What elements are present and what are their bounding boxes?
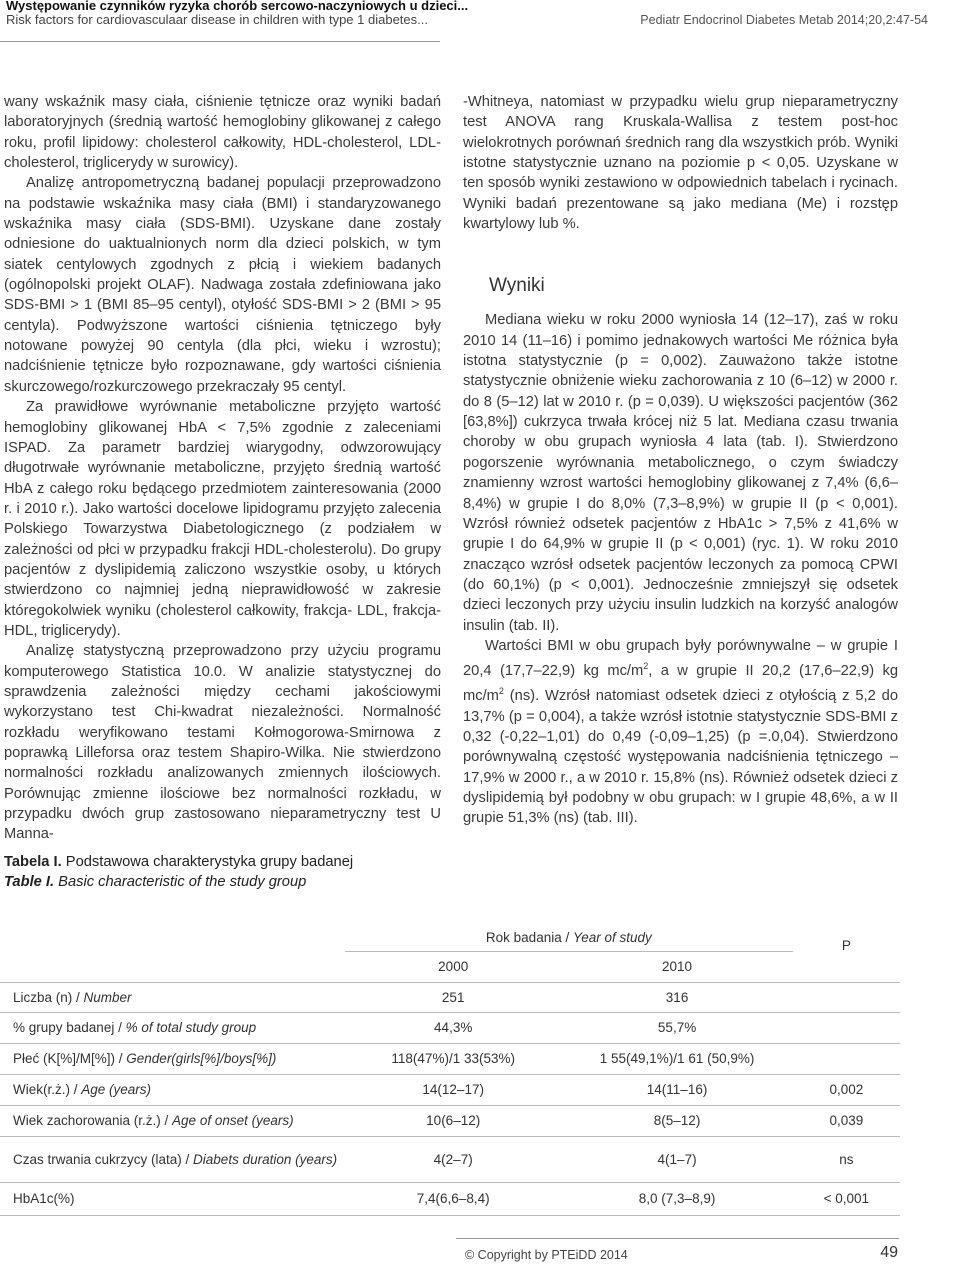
cell-p: < 0,001	[793, 1182, 900, 1215]
cell-2000: 7,4(6,6–8,4)	[345, 1182, 561, 1215]
table-row	[0, 1105, 900, 1136]
page-number: 49	[880, 1244, 898, 1261]
running-head-title: Występowanie czynników ryzyka chorób sercowo-naczyniowych u dzieci...	[6, 0, 469, 13]
col-header-2000: 2000	[345, 951, 561, 982]
copyright: © Copyright by PTEiDD 2014	[465, 1248, 628, 1262]
row-label: HbA1c(%)	[0, 1182, 345, 1215]
caption-label: Tabela I.	[4, 854, 62, 870]
caption-pl	[4, 852, 353, 872]
row-label: Wiek zachorowania (r.ż.) / Age of onset (years)	[0, 1105, 345, 1136]
cell-2010: 316	[561, 982, 792, 1012]
cell-2010: 1 55(49,1%)/1 61 (50,9%)	[561, 1043, 792, 1074]
table-row	[0, 982, 900, 1012]
cell-p: ns	[793, 1136, 900, 1182]
cell-2010: 8,0 (7,3–8,9)	[561, 1182, 792, 1215]
left-column	[4, 92, 441, 845]
paragraph: Za prawidłowe wyrównanie metaboliczne przyjęto wartość hemoglobiny glikowanej HbA < 7,5% zgodnie z zaleceniami ISPAD. Za parametr bardziej wiarygodny, odwzorowujący długotrwałe wyrównanie metaboliczne, przyjęto średnią wartość HbA z całego roku będącego przedmiotem zainteresowania (2000 r. i 2010 r.). Jako wartości docelowe lipidogramu przyjęto zalecenia Polskiego Towarzystwa Diabetologicznego (z podziałem w zależności od płci w przypadku frakcji HDL-cholesterolu). Do grupy pacjentów z dyslipidemią zaliczono wszystkie osoby, u których stwierdzono co najmniej jedną nieprawidłowość w zakresie któregokolwiek wyniku (cholesterol całkowity, frakcja- LDL, frakcja- HDL, triglicerydy).	[4, 399, 441, 639]
text-run: (ns). Wzrósł natomiast odsetek dzieci z otyłością z 5,2 do 13,7% (p = 0,004), a także wzrósł istotnie statystycznie SDS-BMI z 0,32 (-0,22–1,01) do 0,49 (-0,09–1,25) (p =.0,04). Stwierdzono porównywalną częstość występowania nadciśnienia tętniczego – 17,9% w 2000 r., a w 2010 r. 15,8% (ns). Również odsetek dzieci z dyslipidemią był podobny w obu grupach: w I grupie 48,6%, a w II grupie 51,3% (ns) (tab. III).	[463, 688, 898, 827]
journal-reference: Pediatr Endocrinol Diabetes Metab 2014;20,2:47-54	[640, 13, 928, 27]
caption-text: Basic characteristic of the study group	[54, 874, 307, 890]
caption-text: Podstawowa charakterystyka grupy badanej	[61, 854, 354, 870]
cell-2000: 118(47%)/1 33(53%)	[345, 1043, 561, 1074]
table-caption	[4, 852, 353, 892]
paragraph: Mediana wieku w roku 2000 wyniosła 14 (12–17), zaś w roku 2010 14 (11–16) i pomimo jednakowych wartości Me różnica była istotna statystycznie (p = 0,002). Zauważono także istotne statystycznie obniżenie wieku zachorowania z 10 (6–12) w 2000 r. do 8 (5–12) lat w 2010 r. (p = 0,039). U większości pacjentów (362 [63,8%]) cukrzyca trwała krócej niż 5 lat. Mediana czasu trwania choroby w obu grupach wyniosła 4 lata (tab. I). Stwierdzono pogorszenie wyrównania metabolicznego, o czym świadczy znamienny wzrost wartości hemoglobiny glikowanej z 7,4% (6,6–8,4%) w grupie I do 8,0% (7,3–8,9%) w grupie II (p < 0,001). Wzrósł również odsetek pacjentów z HbA1c > 7,5% z 41,6% w grupie I do 64,9% w grupie II (p < 0,001) (ryc. 1). W roku 2010 znacząco wzrósł odsetek pacjentów leczonych za pomocą CPWI (do 60,1%) (p < 0,001). Jednocześnie zmniejszył się odsetek dzieci leczonych przy użyciu insulin ludzkich na korzyść analogów insulin (tab. II).	[463, 312, 898, 634]
table-row	[0, 1182, 900, 1215]
col-header-p: P	[841, 937, 851, 953]
text-run: , a w grupie II 20,2 (17,6–22,9) kg mc/m	[463, 663, 899, 705]
caption-en	[4, 872, 353, 892]
table-row	[0, 1012, 900, 1043]
group-header-pl: Rok badania /	[485, 929, 573, 945]
running-head-subtitle: Risk factors for cardiovasculaar disease in children with type 1 diabetes...	[6, 12, 428, 27]
cell-p	[793, 1043, 900, 1074]
cell-2000: 44,3%	[345, 1012, 561, 1043]
table-row	[0, 1043, 900, 1074]
cell-p	[793, 982, 900, 1012]
paragraph: -Whitneya, natomiast w przypadku wielu grup nieparametryczny test ANOVA rang Kruskala-Wallisa z testem post-hoc wielokrotnych porównań średnich rang dla wszystkich prób. Wyniki istotne statystycznie uznano na poziomie p < 0,05. Uzyskane w ten sposób wyniki zestawiono w odpowiednich tabelach i rycinach. Wyniki badań prezentowane są jako mediana (Me) i rozstęp kwartylowy lub %.	[463, 94, 898, 233]
group-header	[345, 909, 793, 951]
col-header-2010: 2010	[561, 951, 792, 982]
cell-2000: 14(12–17)	[345, 1074, 561, 1105]
cell-2010: 4(1–7)	[561, 1136, 792, 1182]
cell-2010: 8(5–12)	[561, 1105, 792, 1136]
right-column	[463, 92, 898, 829]
row-label: % grupy badanej / % of total study group	[0, 1012, 345, 1043]
cell-p: 0,039	[793, 1105, 900, 1136]
caption-label: Table I.	[4, 874, 55, 890]
table-row	[0, 1074, 900, 1105]
superscript: 2	[643, 661, 649, 672]
group-header-en: Year of study	[572, 929, 652, 945]
row-label: Czas trwania cukrzycy (lata) / Diabets duration (years)	[0, 1136, 345, 1182]
row-label: Wiek(r.ż.) / Age (years)	[0, 1074, 345, 1105]
text-run: Wartości BMI w obu grupach były porównywalne – w grupie I 20,4 (17,7–22,9) kg mc/m	[463, 637, 898, 680]
header-rule	[0, 41, 440, 42]
section-heading: Wyniki	[489, 275, 545, 297]
row-label: Płeć (K[%]/M[%]) / Gender(girls[%]/boys[%])	[0, 1043, 345, 1074]
paragraph: Analizę antropometryczną badanej populacji przeprowadzono na podstawie wskaźnika masy ciała (BMI) i standaryzowanego wskaźnika masy ciała (SDS-BMI). Uzyskane dane zostały odniesione do uaktualnionych norm dla dzieci polskich, w tym siatek centylowych zgodnych z płcią i wiekiem badanych (ogólnopolski projekt OLAF). Nadwaga została zdefiniowana jako SDS-BMI > 1 (BMI 85–95 centyl), otyłość SDS-BMI > 2 (BMI > 95 centyla). Podwyższone wartości ciśnienia tętniczego były notowane powyżej 90 centyla (dla płci, wieku i wzrostu); nadciśnienie tętnicze było rozpoznawane, gdy wartości ciśnienia skurczowego/rozkurczowego przekraczały 95 centyl.	[4, 175, 441, 395]
table-corner	[0, 909, 345, 982]
row-label: Liczba (n) / Number	[0, 982, 345, 1012]
footer-rule	[456, 1238, 899, 1239]
paragraph: wany wskaźnik masy ciała, ciśnienie tętnicze oraz wyniki badań laboratoryjnych (średnią wartość hemoglobiny glikowanej z całego roku, profil lipidowy: cholesterol całkowity, HDL-cholesterol, LDL- cholesterol, triglicerydy w surowicy).	[4, 94, 441, 172]
cell-2000: 251	[345, 982, 561, 1012]
cell-2000: 4(2–7)	[345, 1136, 561, 1182]
paragraph	[463, 636, 898, 829]
cell-2010: 55,7%	[561, 1012, 792, 1043]
table-row	[0, 1136, 900, 1182]
cell-2000: 10(6–12)	[345, 1105, 561, 1136]
superscript: 2	[498, 686, 504, 697]
cell-2010: 14(11–16)	[561, 1074, 792, 1105]
paragraph: Analizę statystyczną przeprowadzono przy użyciu programu komputerowego Statistica 10.0. W analizie statystycznej do sprawdzenia zależności między cechami jakościowymi wykorzystano test Chi-kwadrat niezależności. Normalność rozkładu weryfikowano testami Kołmogorowa-Smirnowa z poprawką Lilleforsa oraz testem Shapiro-Wilka. Nie stwierdzono normalności rozkładu analizowanych zmiennych ilościowych. Porównując zmienne ilościowe bez normalności rozkładu, w przypadku dwóch grup zastosowano nieparametryczny test U Manna-	[4, 643, 441, 843]
data-table	[0, 909, 900, 1216]
cell-p: 0,002	[793, 1074, 900, 1105]
cell-p	[793, 1012, 900, 1043]
